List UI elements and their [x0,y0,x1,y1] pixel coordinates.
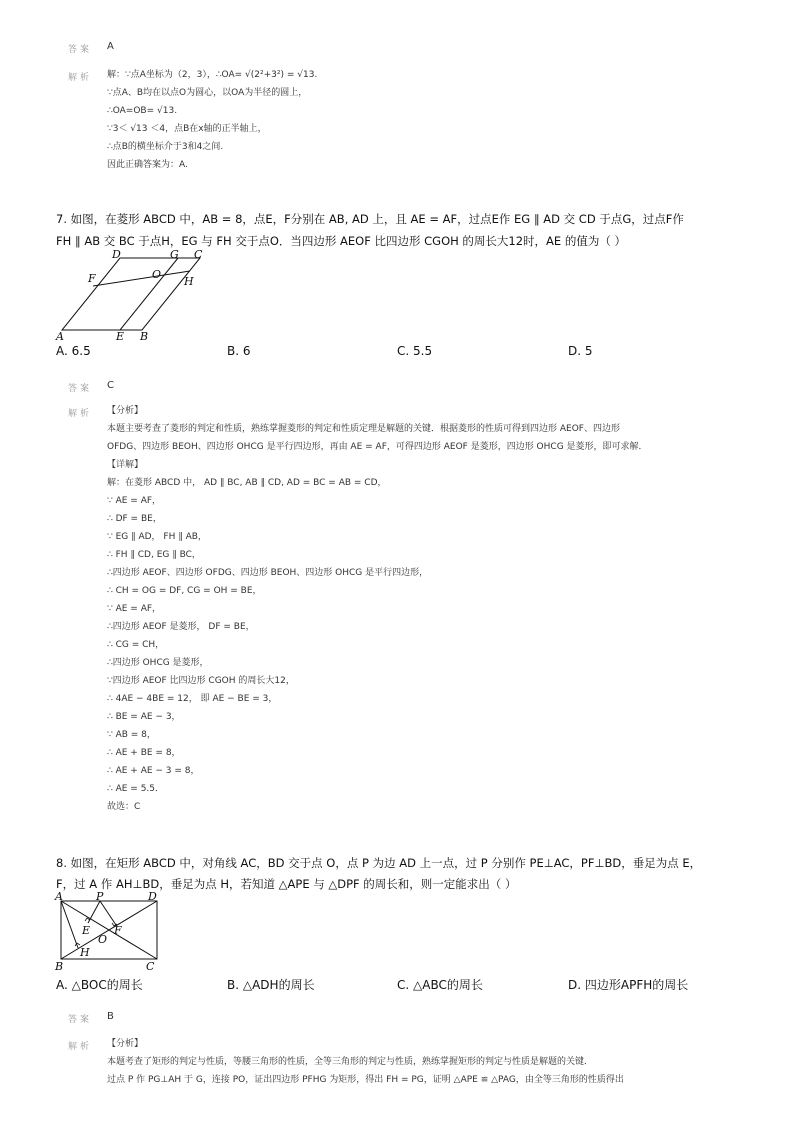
fig-label-O: O [98,933,108,946]
fig-label-E: E [82,924,91,937]
analysis-line: ∵ AB = 8， [107,730,156,740]
answer-tag: 答案 [68,1015,93,1025]
analysis-line: 本题考查了矩形的判定与性质，等腰三角形的性质，全等三角形的判定与性质，熟练掌握矩形的判定与性质是解题的关键． [107,1057,594,1067]
analysis-line: ∵ AE = AF， [107,604,162,614]
q8-stem-line: F，过 A 作 AH⊥BD，垂足为点 H，若知道 △APE 与 △DPF 的周长和，则一定能求出（ ） [56,877,517,891]
fig-label-A: A [55,892,63,903]
fig-label-G: G [170,248,179,261]
analysis-line: ∵3＜ √13 ＜4，点B在x轴的正半轴上， [107,124,267,134]
analysis-line: ∴ CH = OG = DF, CG = OH = BE， [107,586,262,596]
q7-stem-line: 7. 如图，在菱形 ABCD 中，AB = 8，点E，F分别在 AB, AD 上，且 AE = AF，过点E作 EG ∥ AD 交 CD 于点G，过点F作 [56,212,684,226]
analysis-line: ∵点A、B均在以点O为圆心，以OA为半径的圆上， [107,88,308,98]
fig-label-C: C [146,960,155,973]
option-d: D. 5 [568,344,593,358]
analysis-line: ∵ EG ∥ AD， FH ∥ AB， [107,532,207,542]
analysis-line: 解：在菱形 ABCD 中， AD ∥ BC, AB ∥ CD, AD = BC = AB = CD， [107,478,387,488]
option-b: B. △ADH的周长 [227,978,315,992]
analysis-line: ∴四边形 AEOF 是菱形， DF = BE， [107,622,255,632]
analysis-line: 【分析】 [107,406,144,416]
option-d: D. 四边形APFH的周长 [568,978,689,992]
analysis-line: 【详解】 [107,460,144,470]
analysis-tag: 解析 [68,73,93,83]
fig-label-E: E [116,330,125,343]
option-b: B. 6 [227,344,251,358]
option-a: A. △BOC的周长 [56,978,143,992]
answer-tag: 答案 [68,45,93,55]
analysis-line: ∴点B的横坐标介于3和4之间. [107,142,224,152]
analysis-line: OFDG、四边形 BEOH、四边形 OHCG 是平行四边形，再由 AE = AF，可得四边形 AEOF 是菱形，四边形 OHCG 是菱形，即可求解． [107,442,648,452]
analysis-line: 本题主要考查了菱形的判定和性质，熟练掌握菱形的判定和性质定理是解题的关键．根据菱形的性质可得到四边形 AEOF、四边形 [107,424,620,434]
fig-label-H: H [184,275,194,288]
analysis-line: ∴四边形 OHCG 是菱形， [107,658,209,668]
q8-stem-line: 8. 如图，在矩形 ABCD 中，对角线 AC，BD 交于点 O，点 P 为边 AD 上一点，过 P 分别作 PE⊥AC，PF⊥BD，垂足为点 E， [56,856,702,870]
analysis-line: ∴ AE + BE = 8， [107,748,181,758]
analysis-line: ∴ FH ∥ CD, EG ∥ BC， [107,550,201,560]
q7-rhombus-figure [52,248,212,344]
analysis-tag: 解析 [68,409,93,419]
analysis-line: ∵ AE = AF， [107,496,162,506]
analysis-line: 故选：C [107,802,141,812]
option-c: C. △ABC的周长 [397,978,483,992]
analysis-line: 因此正确答案为：A. [107,160,188,170]
q8-rectangle-figure [52,892,172,974]
fig-label-O: O [152,268,162,281]
analysis-line: ∴四边形 AEOF、四边形 OFDG、四边形 BEOH、四边形 OHCG 是平行四边形， [107,568,429,578]
analysis-line: 解：∵点A坐标为（2，3），∴OA= √(2²+3²) = √13. [107,70,318,80]
analysis-line: ∴ AE = 5.5． [107,784,165,794]
analysis-line: ∴ AE + AE − 3 = 8， [107,766,200,776]
answer-value: B [107,1011,114,1022]
analysis-line: ∵四边形 AEOF 比四边形 CGOH 的周长大12， [107,676,295,686]
analysis-line: 过点 P 作 PG⊥AH 于 G，连接 PO，证出四边形 PFHG 为矩形，得出 FH = PG，证明 △APE ≌ △PAG，由全等三角形的性质得出 [107,1075,624,1085]
fig-label-F: F [88,272,96,285]
fig-label-F: F [114,924,122,937]
analysis-line: ∴ DF = BE， [107,514,162,524]
fig-label-C: C [194,248,203,261]
answer-value: C [107,380,114,391]
fig-label-B: B [140,330,149,343]
analysis-line: ∴ CG = CH， [107,640,165,650]
fig-label-D: D [148,892,157,903]
fig-label-A: A [56,330,64,343]
fig-label-H: H [80,946,90,959]
option-c: C. 5.5 [397,344,433,358]
option-a: A. 6.5 [56,344,91,358]
analysis-line: ∴OA=OB= √13. [107,106,178,116]
analysis-line: ∴ BE = AE − 3， [107,712,181,722]
fig-label-D: D [112,248,121,261]
analysis-line: 【分析】 [107,1039,144,1049]
q7-stem-line: FH ∥ AB 交 BC 于点H，EG 与 FH 交于点O．当四边形 AEOF 比四边形 CGOH 的周长大12时，AE 的值为（ ） [56,234,627,248]
answer-value: A [107,41,114,52]
analysis-line: ∴ 4AE − 4BE = 12， 即 AE − BE = 3， [107,694,278,704]
fig-label-B: B [55,960,64,973]
answer-tag: 答案 [68,384,93,394]
analysis-tag: 解析 [68,1042,93,1052]
fig-label-P: P [96,892,104,903]
